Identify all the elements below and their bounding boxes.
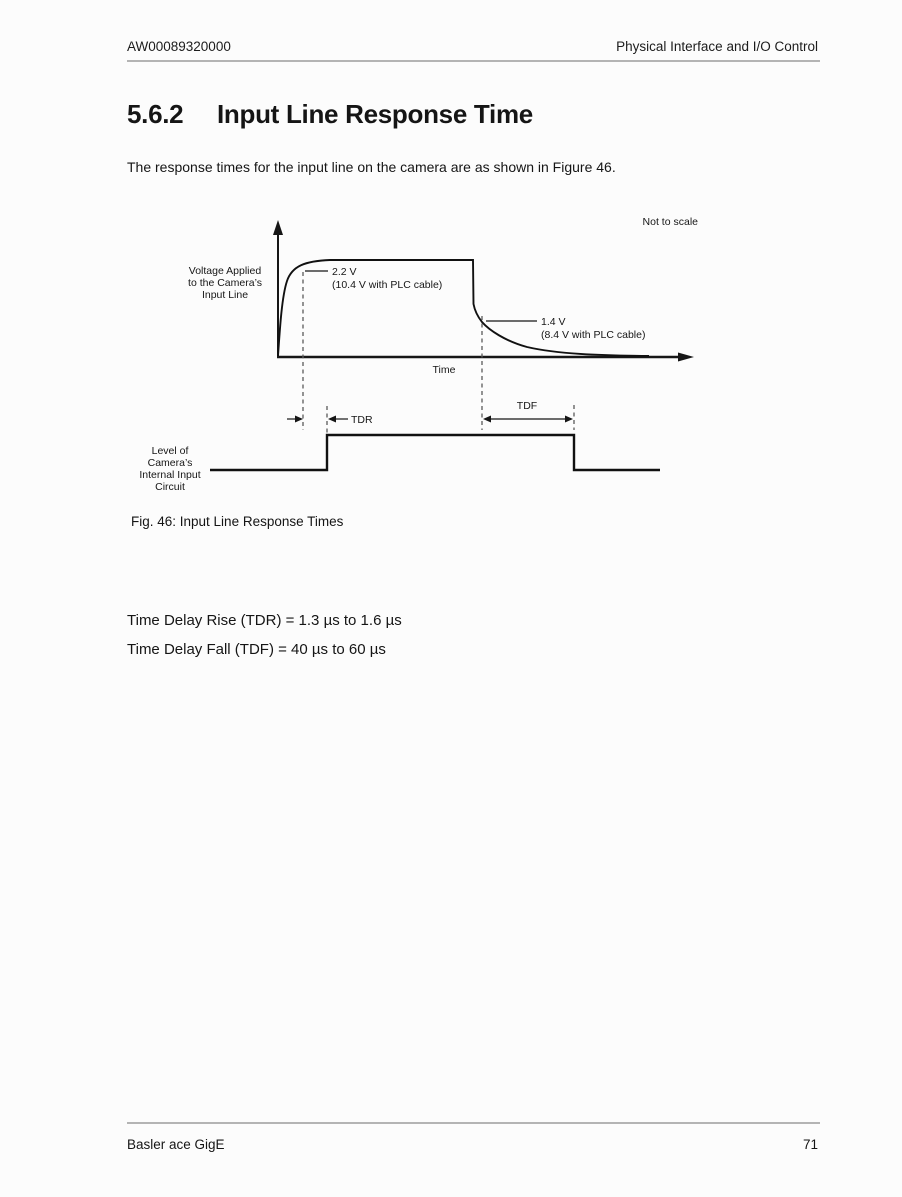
tdf-label: TDF [516,400,538,412]
section-number: 5.6.2 [127,99,184,129]
tdr-inner-arrowhead-icon [328,416,336,423]
header-chapter-title: Physical Interface and I/O Control [616,39,818,54]
figure-caption: Fig. 46: Input Line Response Times [131,514,344,529]
tdr-outer-arrowhead-icon [295,416,303,423]
voltage-applied-label-line2: to the Camera’s [188,277,262,289]
header-doc-id: AW00089320000 [127,39,231,54]
voltage-axis-arrowhead-icon [273,220,283,235]
intro-paragraph: The response times for the input line on the camera are as shown in Figure 46. [127,159,616,175]
low-threshold-note: (8.4 V with PLC cable) [541,329,646,341]
internal-circuit-label-line3: Internal Input [139,469,201,481]
tdr-spec-line: Time Delay Rise (TDR) = 1.3 µs to 1.6 µs [127,612,402,629]
section-title: Input Line Response Time [217,99,533,129]
internal-circuit-label-line4: Circuit [155,481,185,493]
voltage-applied-label-line1: Voltage Applied [188,265,262,277]
high-threshold-label: 2.2 V [332,266,357,278]
voltage-applied-label-line3: Input Line [201,289,249,301]
internal-circuit-waveform [210,435,660,470]
internal-circuit-label-line2: Camera’s [147,457,193,469]
tdr-label: TDR [351,414,373,426]
tdf-right-arrowhead-icon [565,416,573,423]
header-rule [127,60,820,62]
low-threshold-label: 1.4 V [541,316,566,328]
not-to-scale-note: Not to scale [642,216,698,228]
time-axis-arrowhead-icon [678,353,694,362]
time-axis-label: Time [432,364,456,376]
footer-rule [127,1122,820,1124]
figure-46-diagram [127,208,712,508]
tdf-left-arrowhead-icon [483,416,491,423]
footer-product-name: Basler ace GigE [127,1137,225,1152]
footer-page-number: 71 [802,1137,818,1152]
tdf-spec-line: Time Delay Fall (TDF) = 40 µs to 60 µs [127,641,386,658]
high-threshold-note: (10.4 V with PLC cable) [332,279,443,291]
internal-circuit-label-line1: Level of [151,445,189,457]
